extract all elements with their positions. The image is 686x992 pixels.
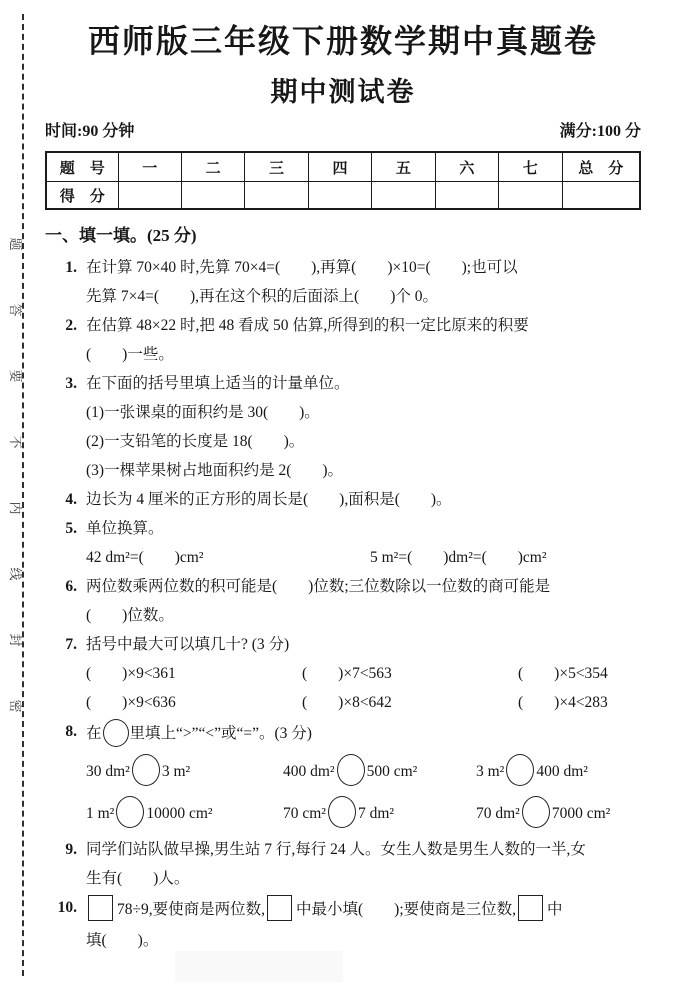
question-line <box>86 688 641 717</box>
score-table-header-row <box>46 152 640 182</box>
full-score-label: 满分:100 分 <box>559 123 641 140</box>
time-limit-label: 时间:90 分钟 <box>45 123 135 140</box>
score-table-score-row <box>46 182 640 210</box>
exam-meta-row <box>45 122 641 142</box>
comparison-item: 30 dm² 3 m² <box>86 751 283 793</box>
score-cell-empty <box>308 182 371 210</box>
question-line: 边长为 4 厘米的正方形的周长是( ),面积是( )。 <box>86 491 452 508</box>
column-header: 总 分 <box>562 152 640 182</box>
score-cell-empty <box>499 182 562 210</box>
column-header: 四 <box>308 152 371 182</box>
comparison-item: 3 m² 400 dm² <box>476 751 588 793</box>
comparison-item: 1 m² 10000 cm² <box>86 793 283 835</box>
question-line: 在估算 48×22 时,把 48 看成 50 估算,所得到的积一定比原来的积要 <box>86 317 529 334</box>
comparison-item: 400 dm² 500 cm² <box>283 751 476 793</box>
inequality-item: ( )×9<636 <box>86 694 176 711</box>
question-line: 生有( )人。 <box>86 870 190 887</box>
score-table <box>45 151 641 210</box>
seal-text-char: 内 <box>8 501 23 515</box>
unit-conversion-eq: 42 dm²=( )cm² <box>86 549 204 566</box>
digit-box-blank <box>88 895 113 921</box>
question-line: ( )一些。 <box>86 346 174 363</box>
column-header: 六 <box>435 152 498 182</box>
question-line: 78÷9,要使商是两位数, 中最小填( );要使商是三位数, 中 <box>86 893 641 926</box>
seal-text-char: 封 <box>8 633 23 647</box>
score-cell-empty <box>562 182 640 210</box>
question-line: 两位数乘两位数的积可能是( )位数;三位数除以一位数的商可能是 <box>86 578 551 595</box>
score-cell-empty <box>245 182 308 210</box>
question-1 <box>45 253 641 311</box>
question-number: 9. <box>65 841 77 858</box>
seal-text-char: 题 <box>8 237 23 251</box>
comparison-circle-blank <box>328 796 356 828</box>
question-8 <box>45 717 641 835</box>
inequality-item: ( )×8<642 <box>302 694 392 711</box>
question-subitem: (1)一张课桌的面积约是 30( )。 <box>86 404 320 421</box>
question-line: ( )位数。 <box>86 607 174 624</box>
scan-artifact <box>175 951 343 982</box>
question-10 <box>45 893 641 955</box>
exam-subtitle: 期中测试卷 <box>270 77 416 107</box>
seal-text-char: 密 <box>8 699 23 713</box>
question-line: 括号中最大可以填几十? (3 分) <box>86 636 290 653</box>
score-cell-empty <box>372 182 435 210</box>
seal-text-char: 答 <box>8 303 23 317</box>
question-line: 单位换算。 <box>86 520 164 537</box>
score-cell-empty <box>181 182 244 210</box>
question-line: 先算 7×4=( ),再在这个积的后面添上( )个 0。 <box>86 288 439 305</box>
question-2 <box>45 311 641 369</box>
question-7 <box>45 630 641 717</box>
section-one-heading: 一、填一填。(25 分) <box>45 226 197 245</box>
question-3 <box>45 369 641 485</box>
question-number: 5. <box>65 520 77 537</box>
seal-dashed-line <box>22 14 24 976</box>
question-line <box>86 659 641 688</box>
column-header: 一 <box>118 152 181 182</box>
question-number: 6. <box>65 578 77 595</box>
column-header: 三 <box>245 152 308 182</box>
question-line: 在计算 70×40 时,先算 70×4=( ),再算( )×10=( );也可以 <box>86 259 518 276</box>
exam-title: 西师版三年级下册数学期中真题卷 <box>87 23 598 59</box>
comparison-circle-blank <box>103 719 129 747</box>
column-header: 五 <box>372 152 435 182</box>
question-number: 10. <box>57 899 77 916</box>
question-line: 填( )。 <box>86 932 159 949</box>
comparison-circle-blank <box>132 754 160 786</box>
question-number: 1. <box>65 259 77 276</box>
inequality-item: ( )×4<283 <box>518 694 608 711</box>
question-5 <box>45 514 641 572</box>
digit-box-blank <box>267 895 292 921</box>
question-number-label: 题 号 <box>46 152 118 182</box>
question-subitem: (3)一棵苹果树占地面积约是 2( )。 <box>86 462 344 479</box>
unit-conversion-eq: 5 m²=( )dm²=( )cm² <box>370 549 547 566</box>
comparison-item: 70 dm² 7000 cm² <box>476 793 610 835</box>
question-line: 在 里填上“>”“<”或“=”。(3 分) <box>86 717 641 751</box>
inequality-item: ( )×7<563 <box>302 665 392 682</box>
comparison-circle-blank <box>522 796 550 828</box>
question-9 <box>45 835 641 893</box>
comparison-item: 70 cm² 7 dm² <box>283 793 476 835</box>
seal-text-char: 线 <box>8 567 23 581</box>
digit-box-blank <box>518 895 543 921</box>
comparison-circle-blank <box>116 796 144 828</box>
question-number: 4. <box>65 491 77 508</box>
question-subitem: (2)一支铅笔的长度是 18( )。 <box>86 433 305 450</box>
question-line: 在下面的括号里填上适当的计量单位。 <box>86 375 350 392</box>
question-line <box>86 543 641 572</box>
comparison-circle-blank <box>506 754 534 786</box>
inequality-item: ( )×9<361 <box>86 665 176 682</box>
question-number: 3. <box>65 375 77 392</box>
question-number: 8. <box>65 723 77 740</box>
column-header: 七 <box>499 152 562 182</box>
score-cell-empty <box>118 182 181 210</box>
question-line <box>86 793 641 835</box>
score-cell-empty <box>435 182 498 210</box>
question-6 <box>45 572 641 630</box>
question-4 <box>45 485 641 514</box>
column-header: 二 <box>181 152 244 182</box>
question-number: 2. <box>65 317 77 334</box>
inequality-item: ( )×5<354 <box>518 665 608 682</box>
comparison-circle-blank <box>337 754 365 786</box>
seal-text-char: 不 <box>8 435 23 449</box>
score-label: 得 分 <box>46 182 118 210</box>
question-number: 7. <box>65 636 77 653</box>
question-line: 同学们站队做早操,男生站 7 行,每行 24 人。女生人数是男生人数的一半,女 <box>86 841 586 858</box>
question-line <box>86 751 641 793</box>
seal-text-char: 要 <box>8 369 23 383</box>
